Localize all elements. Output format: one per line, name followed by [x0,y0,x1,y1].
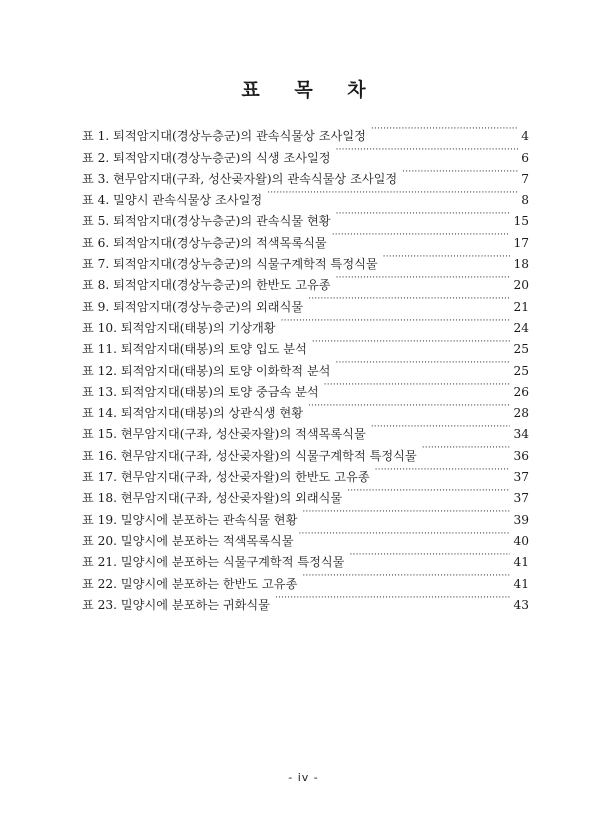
toc-entry-page-number: 43 [513,597,529,612]
table-of-contents-list [82,119,529,612]
dot-leader [371,417,511,438]
toc-entry-label: 표 8. 퇴적암지대(경상누층군)의 한반도 고유종 [82,278,331,293]
toc-entry-label: 표 9. 퇴적암지대(경상누층군)의 외래식물 [82,299,304,314]
toc-entry-page-number: 26 [513,384,529,399]
toc-entry-label: 표 21. 밀양시에 분포하는 식물구계학적 특정식물 [82,555,345,570]
toc-entry-page-number: 17 [513,235,529,250]
toc-entry-page-number: 41 [513,555,529,570]
dot-leader [335,353,510,374]
toc-entry-label: 표 12. 퇴적암지대(태봉)의 토양 이화학적 분석 [82,363,331,378]
page-number-footer: - iv - [288,771,319,784]
dot-leader [371,119,518,140]
toc-entry-page-number: 37 [513,470,529,485]
toc-entry-label: 표 15. 현무암지대(구좌, 성산곶자왈)의 적색목록식물 [82,427,366,442]
dot-leader [281,311,511,332]
toc-entry-page-number: 36 [513,448,529,463]
dot-leader [349,545,510,566]
dot-leader [336,204,511,225]
dot-leader [332,225,511,246]
toc-entry[interactable] [82,119,529,144]
toc-entry-page-number: 41 [513,576,529,591]
toc-entry-page-number: 15 [513,214,529,229]
toc-entry-label: 표 3. 현무암지대(구좌, 성산곶자왈)의 관속식물상 조사일정 [82,171,398,186]
toc-entry-label: 표 11. 퇴적암지대(태봉)의 토양 입도 분석 [82,342,307,357]
dot-leader [308,289,510,310]
toc-entry-label: 표 22. 밀양시에 분포하는 한반도 고유종 [82,576,298,591]
dot-leader [347,481,510,502]
toc-entry-label: 표 16. 현무암지대(구좌, 성산곶자왈)의 식물구계학적 특정식물 [82,448,417,463]
toc-entry-page-number: 7 [521,171,529,186]
dot-leader [402,162,518,183]
toc-entry-page-number: 4 [521,129,529,144]
dot-leader [336,268,511,289]
dot-leader [375,460,511,481]
dot-leader [298,524,510,545]
toc-entry-page-number: 6 [521,150,529,165]
toc-entry-label: 표 2. 퇴적암지대(경상누층군)의 식생 조사일정 [82,150,331,165]
toc-entry-label: 표 18. 현무암지대(구좌, 성산곶자왈)의 외래식물 [82,491,343,506]
dot-leader [324,375,511,396]
toc-entry-page-number: 28 [513,406,529,421]
dot-leader [267,183,518,204]
dot-leader [336,140,519,161]
toc-entry-page-number: 37 [513,491,529,506]
dot-leader [312,332,511,353]
toc-entry-label: 표 14. 퇴적암지대(태봉)의 상관식생 현황 [82,406,303,421]
toc-entry-page-number: 24 [513,320,529,335]
toc-entry-page-number: 39 [513,512,529,527]
toc-entry-page-number: 40 [513,533,529,548]
toc-entry-label: 표 7. 퇴적암지대(경상누층군)의 식물구계학적 특정식물 [82,257,378,272]
toc-entry-page-number: 34 [513,427,529,442]
dot-leader [302,502,510,523]
toc-entry-label: 표 23. 밀양시에 분포하는 귀화식물 [82,597,270,612]
toc-entry-label: 표 6. 퇴적암지대(경상누층군)의 적색목록식물 [82,235,327,250]
toc-entry-page-number: 25 [513,363,529,378]
toc-entry-label: 표 10. 퇴적암지대(태봉)의 기상개황 [82,320,276,335]
toc-entry-label: 표 13. 퇴적암지대(태봉)의 토양 중금속 분석 [82,384,319,399]
toc-entry-label: 표 1. 퇴적암지대(경상누층군)의 관속식물상 조사일정 [82,129,366,144]
dot-leader [422,438,511,459]
toc-entry-page-number: 25 [513,342,529,357]
dot-leader [308,396,510,417]
toc-entry-page-number: 21 [513,299,529,314]
toc-entry-page-number: 20 [513,278,529,293]
dot-leader [275,588,511,609]
dot-leader [383,247,511,268]
toc-entry-label: 표 20. 밀양시에 분포하는 적색목록식물 [82,533,294,548]
toc-entry-page-number: 18 [513,257,529,272]
toc-entry-label: 표 5. 퇴적암지대(경상누층군)의 관속식물 현황 [82,214,331,229]
page-title: 표 목 차 [241,78,380,101]
toc-entry-label: 표 19. 밀양시에 분포하는 관속식물 현황 [82,512,298,527]
toc-entry-label: 표 4. 밀양시 관속식물상 조사일정 [82,193,263,208]
dot-leader [302,566,510,587]
toc-entry-page-number: 8 [521,193,529,208]
toc-entry-label: 표 17. 현무암지대(구좌, 성산곶자왈)의 한반도 고유종 [82,470,370,485]
